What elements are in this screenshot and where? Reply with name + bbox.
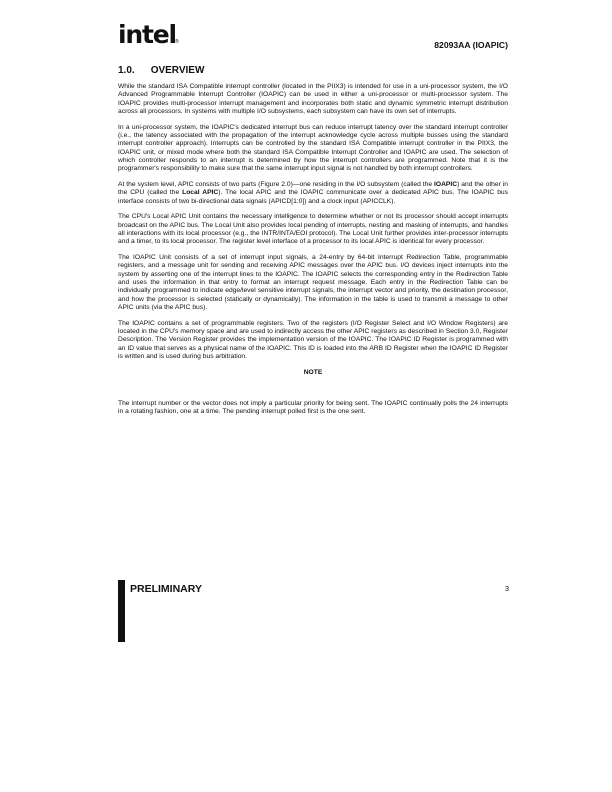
p3-text-c: ) and the other in the CPU (called the [118,180,508,197]
paragraph-registers: The IOAPIC contains a set of programmable registers. Two of the registers (I/O Register Select and I/O Window Registers) are located in the CPU's memory space and are used to indirectly access the other APIC registers as described in Section 3.0, Register Description. The Version Register provides the implementation version of the IOAPIC. The IOAPIC ID Register is programmed with an ID value that serves as a physical name of the IOAPIC. This ID is loaded into the ARB ID Register when the IOAPIC ID Register is written and is used during bus arbitration. [118,319,508,360]
note-heading: NOTE [303,368,323,376]
p3-text-e: ). The local APIC and the IOAPIC communicate over a dedicated APIC bus. The IOAPIC bus interface consists of two bi-directional data signals (APICD[1:0]) and a clock input (APICCLK). [118,189,508,205]
p3-text-a: At the system level, APIC consists of two parts (Figure 2.0)—one residing in the I/O subsystem (called the [118,180,435,188]
section-number: 1.0. [118,65,135,76]
p3-term-ioapic: IOAPIC [434,180,458,188]
paragraph-ioapic-unit: The IOAPIC Unit consists of a set of interrupt input signals, a 24-entry by 64-bit Interrupt Redirection Table, programmable registers, and a message unit for sending and receiving APIC messages over the APIC bus. I/O devices inject interrupts into the system by asserting one of the interrupt lines to the IOAPIC. The IOAPIC selects the corresponding entry in the Redirection Table and uses the information in that entry to format an interrupt request message. Each entry in the Redirection Table can be individually programmed to indicate edge/level sensitive interrupt signals, the interrupt vector and priority, the destination processor, and how the processor is selected (statically or dynamically). The information in the table is used to transmit a message to other APIC units (via the APIC bus). [118,254,508,311]
paragraph-system-level [118,181,508,206]
page-number: 3 [504,584,509,593]
body-text [118,83,508,424]
footer-bar [118,580,125,642]
paragraph-uniprocessor: In a uni-processor system, the IOAPIC's dedicated interrupt bus can reduce interrupt latency over the standard interrupt controller (i.e., the latency associated with the propagation of the interrupt acknowledge cycle across multiple busses using the standard interrupt controller approach). Interrupts can be controlled by the standard ISA Compatible interrupt controller in the PIIX3, the IOAPIC unit, or mixed mode where both the standard ISA Compatible Interrupt Controller and IOAPIC are used. The selection of which controller responds to an interrupt is determined by how the interrupt controllers are programmed. Note that it is the programmer's responsibility to make sure that the same interrupt input signal is not handled by both interrupt controllers. [118,123,508,173]
paragraph-intro: While the standard ISA Compatible interrupt controller (located in the PIIX3) is intended for use in a uni-processor system, the I/O Advanced Programmable Interrupt Controller (IOAPIC) can be used in either a uni-processor or multi-processor system. The IOAPIC provides multi-processor interrupt management and incorporates both static and dynamic symmetric interrupt distribution across all processors. In systems with multiple I/O subsystems, each subsystem can have its own set of interrupts. [118,83,508,115]
intel-logo: intel [118,20,176,49]
p3-term-local-apic: Local APIC [182,189,219,197]
preliminary-label: PRELIMINARY [130,583,202,595]
registered-mark: ® [175,39,179,45]
section-heading [118,65,204,76]
note-text: The interrupt number or the vector does not imply a particular priority for being sent. The IOAPIC continually polls the 24 interrupts in a rotating fashion, one at a time. The pending interrupt polled first is the one sent. [118,399,508,416]
section-title: OVERVIEW [150,65,205,76]
document-id: 82093AA (IOAPIC) [434,40,508,50]
paragraph-local-apic: The CPU's Local APIC Unit contains the necessary intelligence to determine whether or not its processor should accept interrupts broadcast on the APIC bus. The Local Unit also provides local pending of interrupts, nesting and masking of interrupts, and handles all interactions with its local processor (e.g., the INTR/INTA/EOI protocol). The Local Unit further provides inter-processor interrupts and a timer, to its local processor. The register level interface of a processor to its local APIC is identical for every processor. [118,213,508,246]
